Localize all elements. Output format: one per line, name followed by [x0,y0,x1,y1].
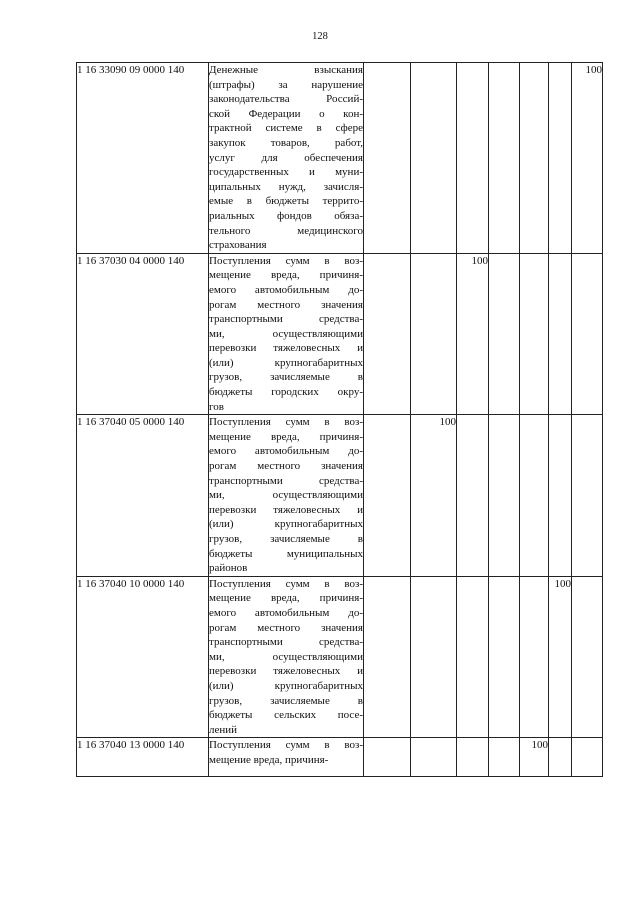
description-line: мещение вреда, причиня- [209,269,363,282]
description-line: емого автомобильным до- [209,445,363,458]
table-row [77,738,603,777]
description-line: ципальных нужд, зачисля- [209,180,363,193]
description-line: трактной системе в сфере [209,122,363,135]
revenue-code-cell: 1 16 37040 10 0000 140 [77,576,209,738]
description-line: мещение вреда, причиня- [209,592,363,605]
distribution-percent-cell [489,738,520,777]
description-line: Поступления сумм в воз- [209,416,363,429]
description-line: Поступления сумм в воз- [209,739,363,752]
distribution-percent-cell [549,63,572,254]
distribution-percent-cell: 100 [549,576,572,738]
revenue-code-cell: 1 16 37040 13 0000 140 [77,738,209,777]
distribution-percent-cell [411,738,457,777]
description-line: услуг для обеспечения [209,151,363,164]
distribution-percent-cell [520,63,549,254]
description-line: страхования [209,239,267,252]
description-line: ской Федерации о кон- [209,107,363,120]
distribution-percent-cell: 100 [457,253,489,415]
distribution-percent-cell: 100 [411,415,457,577]
distribution-percent-cell [364,415,411,577]
description-line: грузов, зачисляемые в [209,371,363,384]
description-line: риальных фондов обяза- [209,209,363,222]
description-line: государственных и муни- [209,166,363,179]
description-line: перевозки тяжеловесных и [209,342,363,355]
description-line: бюджеты муниципальных [209,547,363,560]
distribution-percent-cell [364,738,411,777]
description-line: районов [209,562,248,575]
revenue-description-cell [209,576,364,738]
distribution-percent-cell [411,576,457,738]
distribution-percent-cell [457,576,489,738]
distribution-percent-cell [457,63,489,254]
table-row [77,63,603,254]
budget-table [76,62,603,777]
distribution-percent-cell [364,576,411,738]
description-line: мещение вреда, причиня- [209,753,329,766]
table-row [77,253,603,415]
description-line: емые в бюджеты террито- [209,195,363,208]
description-line: ми, осуществляющими [209,327,363,340]
distribution-percent-cell [364,253,411,415]
distribution-percent-cell [457,415,489,577]
description-line: грузов, зачисляемые в [209,533,363,545]
description-line: транспортными средства- [209,636,363,649]
description-line: (или) крупногабаритных [209,356,363,369]
description-line: ми, осуществляющими [209,650,363,663]
revenue-description-cell [209,738,364,777]
table-body [77,63,603,777]
page-number: 128 [312,31,328,42]
description-line: грузов, зачисляемые в [209,694,363,707]
description-line: тельного медицинского [209,224,363,237]
distribution-percent-cell [364,63,411,254]
description-line: (штрафы) за нарушение [209,78,363,91]
description-line: рогам местного значения [209,460,363,473]
description-line: перевозки тяжеловесных и [209,503,363,516]
description-line: бюджеты городских окру- [209,386,363,399]
distribution-percent-cell [572,738,603,777]
distribution-percent-cell [411,63,457,254]
table-row [77,576,603,738]
distribution-percent-cell [489,253,520,415]
table-row [77,415,603,577]
revenue-code-cell: 1 16 33090 09 0000 140 [77,63,209,254]
distribution-percent-cell [520,576,549,738]
distribution-percent-cell [489,63,520,254]
description-line: мещение вреда, причиня- [209,430,363,443]
revenue-code-cell: 1 16 37030 04 0000 140 [77,253,209,415]
distribution-percent-cell [572,576,603,738]
distribution-percent-cell: 100 [520,738,549,777]
description-line: (или) крупногабаритных [209,679,363,692]
revenue-description-cell [209,63,364,254]
description-line: лений [209,723,238,736]
description-line: емого автомобильным до- [209,606,363,619]
revenue-description-cell [209,253,364,415]
distribution-percent-cell [411,253,457,415]
description-line: Денежные взыскания [209,64,363,76]
revenue-code-cell: 1 16 37040 05 0000 140 [77,415,209,577]
description-line: закупок товаров, работ, [209,136,363,149]
revenue-description-cell [209,415,364,577]
description-line: емого автомобильным до- [209,283,363,296]
description-line: транспортными средства- [209,474,363,487]
description-line: перевозки тяжеловесных и [209,665,363,678]
description-line: Поступления сумм в воз- [209,577,363,590]
description-line: гов [209,400,224,413]
description-line: транспортными средства- [209,313,363,326]
description-line: бюджеты сельских посе- [209,709,363,722]
distribution-percent-cell [489,576,520,738]
description-line: ми, осуществляющими [209,489,363,502]
distribution-percent-cell: 100 [572,63,603,254]
distribution-percent-cell [457,738,489,777]
description-line: законодательства Россий- [209,93,363,106]
distribution-percent-cell [489,415,520,577]
distribution-percent-cell [549,738,572,777]
distribution-percent-cell [520,253,549,415]
distribution-percent-cell [520,415,549,577]
description-line: рогам местного значения [209,621,363,634]
distribution-percent-cell [572,253,603,415]
description-line: рогам местного значения [209,298,363,311]
description-line: Поступления сумм в воз- [209,254,363,267]
description-line: (или) крупногабаритных [209,518,363,531]
distribution-percent-cell [572,415,603,577]
distribution-percent-cell [549,415,572,577]
distribution-percent-cell [549,253,572,415]
